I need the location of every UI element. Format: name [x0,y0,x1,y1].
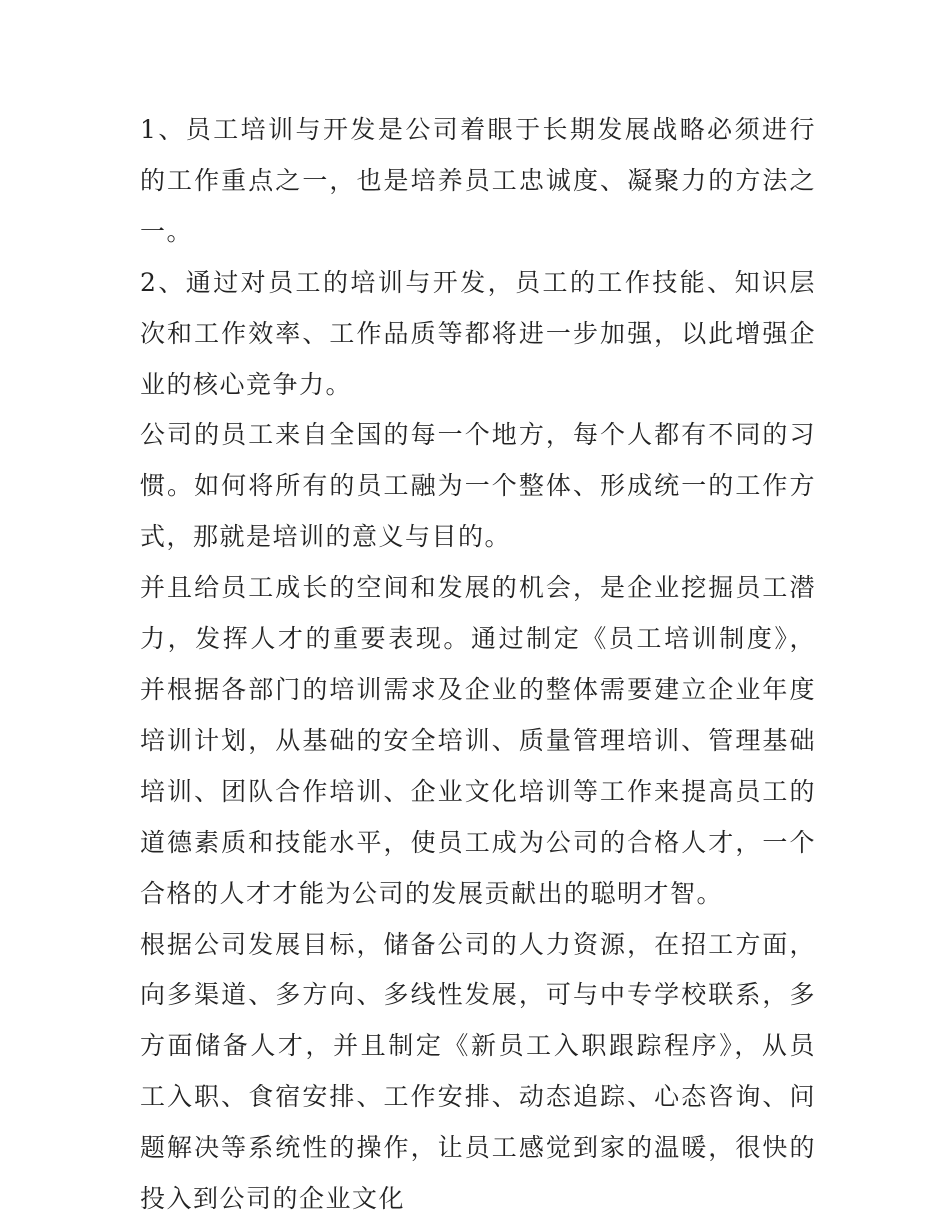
paragraph-2: 2、通过对员工的培训与开发，员工的工作技能、知识层次和工作效率、工作品质等都将进一步加强，以此增强企业的核心竞争力。 [140,267,816,399]
paragraph-5: 根据公司发展目标，储备公司的人力资源，在招工方面，向多渠道、多方向、多线性发展，可与中专学校联系，多方面储备人才，并且制定《新员工入职跟踪程序》，从员工入职、食宿安排、工作安排、动态追踪、心态咨询、问题解决等系统性的操作，让员工感觉到家的温暖，很快的投入到公司的企业文化 [140,929,816,1214]
document-body [140,105,816,1225]
paragraph-1: 1、员工培训与开发是公司着眼于长期发展战略必须进行的工作重点之一，也是培养员工忠诚度、凝聚力的方法之一。 [140,115,816,246]
paragraph-4: 并且给员工成长的空间和发展的机会，是企业挖掘员工潜力，发挥人才的重要表现。通过制定《员工培训制度》，并根据各部门的培训需求及企业的整体需要建立企业年度培训计划，从基础的安全培训、质量管理培训、管理基础培训、团队合作培训、企业文化培训等工作来提高员工的道德素质和技能水平，使员工成为公司的合格人才，一个合格的人才才能为公司的发展贡献出的聪明才智。 [140,573,816,908]
paragraph-3: 公司的员工来自全国的每一个地方，每个人都有不同的习惯。如何将所有的员工融为一个整体、形成统一的工作方式，那就是培训的意义与目的。 [140,420,816,552]
